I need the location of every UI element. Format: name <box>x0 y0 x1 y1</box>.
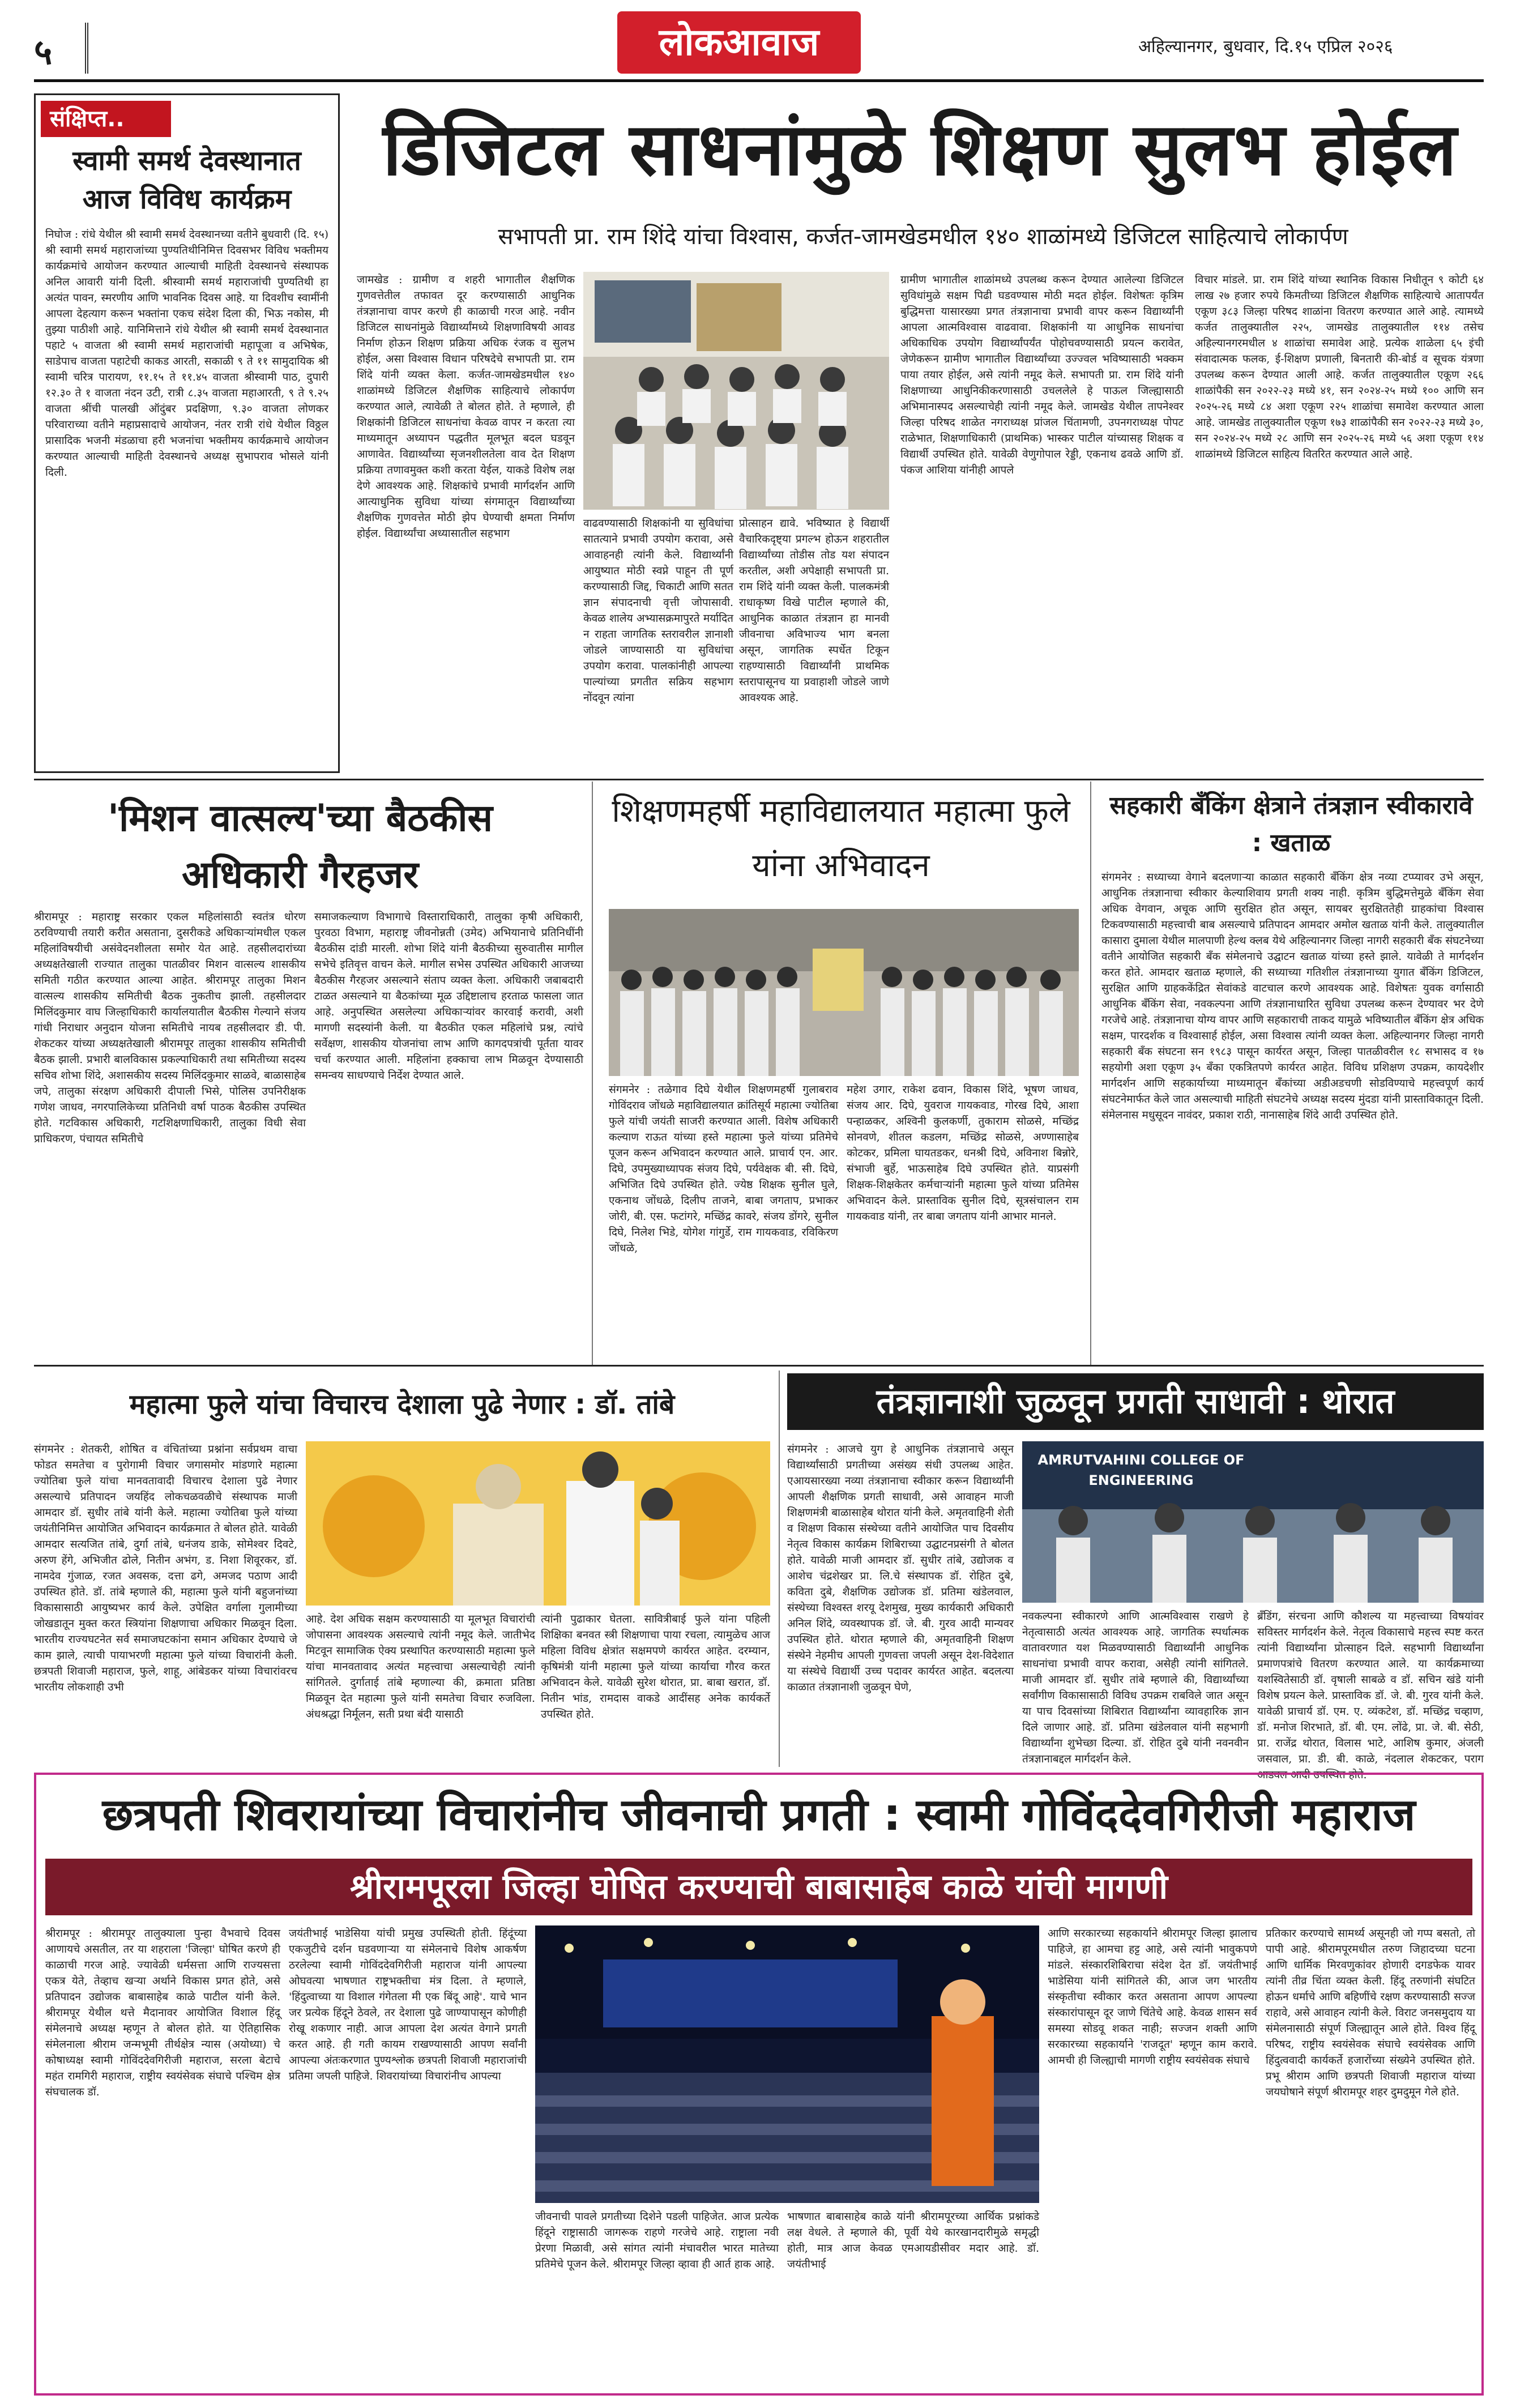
mission-column-2: समाजकल्याण विभागाचे विस्ताराधिकारी, तालुका कृषी अधिकारी, पुरवठा विभाग, महाराष्ट्र जीवनोन्नती (उमेद) अभियानाचे प्रतिनिधींनी बैठकीस दांडी मारली. शोभा शिंदे यांनी बैठकीच्या सुरुवातीस मागील सभेचे इतिवृत्त वाचन केले. मागील सभेस उपस्थित अधिकारी आजच्या बैठकीस गैरहजर असल्याने संताप व्यक्त केला. अधिकारी जबाबदारी टाळत असल्याने या बैठकांच्या मूळ उद्दिष्टालाच हरताळ फासला जात आहे. अनुपस्थित असलेल्या अधिकाऱ्यांवर कारवाई करावी, अशी मागणी सदस्यांनी केली. या बैठकीत एकल महिलांचे प्रश्न, त्यांचे सर्वेक्षण, शासकीय योजनांचा लाभ आणि कागदपत्रांची पूर्तता यावर चर्चा करण्यात आली. महिलांना हक्काचा लाभ मिळवून देण्यासाठी समन्वय साधण्याचे निर्देश देण्यात आले. <box>314 911 583 1082</box>
govind-column-4: भाषणात बाबासाहेब काळे यांनी श्रीरामपूरच्या आर्थिक प्रश्नांकडे लक्ष वेधले. ते म्हणाले की, पूर्वी येथे कारखानदारीमुळे समृद्धी होती, मात्र आज केवळ एमआयडीसीवर मदार आहे. डॉ. जयंतीभाई <box>787 2210 1039 2270</box>
column-divider <box>779 1370 780 1767</box>
masthead-rule <box>34 79 1484 82</box>
lead-column-3: प्रोत्साहन द्यावे. भविष्यात हे विद्यार्थी वैचारिकदृष्ट्या प्रगल्भ होऊन शहरातील विद्यार्थ्यांच्या तोडीस तोड यश संपादन करतील, अशी अपेक्षाही सभापती प्रा. राम शिंदे यांनी व्यक्त केली. पालकमंत्री राधाकृष्ण विखे पाटील म्हणाले की, आधुनिक काळात तंत्रज्ञान हा मानवी जीवनाचा अविभाज्य भाग बनला असून, जागतिक स्पर्धेत टिकून राहण्यासाठी विद्यार्थ्यांनी प्राथमिक स्तरापासूनच या प्रवाहाशी जोडले जाणे आवश्यक आहे. <box>739 517 889 704</box>
govind-headline: छत्रपती शिवरायांच्या विचारांनीच जीवनाची प्रगती : स्वामी गोविंददेवगिरीजी महाराज <box>102 1790 1416 1841</box>
govind-column-3: जीवनाची पावले प्रगतीच्या दिशेने पडली पाहिजेत. आज प्रत्येक हिंदूने राष्ट्रासाठी जागरूक राहणे गरजेचे आहे. राष्ट्राला नवी प्रेरणा मिळावी, असे सांगत त्यांनी मंचावरील भारत मातेच्या प्रतिमेचे पूजन केले. श्रीरामपूर जिल्हा व्हावा ही आर्त हाक आहे. <box>535 2210 779 2270</box>
phule-column-1: संगमनेर : शेतकरी, शोषित व वंचितांच्या प्रश्नांना सर्वप्रथम वाचा फोडत समतेचा व पुरोगामी विचार जगासमोर मांडणारे महात्मा ज्योतिबा फुले यांचा मानवतावादी विचारच देशाला पुढे नेणार असल्याचे प्रतिपादन जयहिंद लोकचळवळीचे संस्थापक माजी आमदार डॉ. सुधीर तांबे यांनी केले. महात्मा ज्योतिबा फुले यांच्या जयंतीनिमित्त आयोजित अभिवादन कार्यक्रमात ते बोलत होते. यावेळी आमदार सत्यजित तांबे, दुर्गा तांबे, धनंजय डाके, सोमेश्वर दिवटे, अरुण हेंगे, अभिजीत ढोले, नितीन अभंग, ड. निशा शिवूरकर, डॉ. नामदेव गुंजाळ, रजत अवसक, दत्ता ढगे, अमजद पठाण आदी उपस्थित होते. डॉ. तांबे म्हणाले की, महात्मा फुले यांनी बहुजनांच्या विकासासाठी आयुष्यभर कार्य केले. उपेक्षित वर्गाला गुलामीच्या जोखडातून मुक्त करत स्त्रियांना शिक्षणाचा अधिकार मिळवून दिला. भारतीय राज्यघटनेत सर्व समाजघटकांना समान अधिकार देण्याचे जे काम झाले, त्याची पायाभरणी महात्मा फुले यांच्या विचारांनी केली. छत्रपती शिवाजी महाराज, फुले, शाहू, आंबेडकर यांच्या विचारांवरच भारतीय लोकशाही उभी <box>34 1443 297 1693</box>
govind-column-2: जयंतीभाई भाडेसिया यांची प्रमुख उपस्थिती होती. हिंदूंच्या एकजुटीचे दर्शन घडवणाऱ्या या संमेलनाचे विशेष आकर्षण ठरलेल्या स्वामी गोविंददेवगिरीजी महाराज यांनी आपल्या ओघवत्या भाषणात राष्ट्रभक्तीचा मंत्र दिला. ते म्हणाले, 'हिंदुत्वाच्या या विशाल गंगेतला मी एक बिंदू आहे'. याचे भान जर प्रत्येक हिंदूने ठेवले, तर देशाला पुढे जाण्यापासून कोणीही रोखू शकणार नाही. आज आपला देश अत्यंत वेगाने प्रगती करत आहे. ही गती कायम राखण्यासाठी आपण सर्वांनी आपल्या अंतःकरणात पुण्यश्लोक छत्रपती शिवाजी महाराजांची प्रतिमा जपली पाहिजे. शिवरायांच्या विचारांनीच आपल्या <box>289 1927 527 2082</box>
section-rule-2 <box>34 1365 1484 1367</box>
lead-headline: डिजिटल साधनांमुळे शिक्षण सुलभ होईल <box>382 108 1458 192</box>
lead-photo-classroom <box>583 272 889 510</box>
govind-column-6: प्रतिकार करण्याचे सामर्थ्य असूनही जो गप्प बसतो, तो पापी आहे. श्रीरामपूरमधील तरुण जिहादच्या घटना आणि धार्मिक मिरवणुकांवर होणारी दगडफेक यावर त्यांनी तीव्र चिंता व्यक्त केली. हिंदू तरुणांनी संघटित होऊन धर्माचे आणि बहिणींचे रक्षण करण्यासाठी सज्ज राहावे, असे आवाहन त्यांनी केले. विराट जनसमुदाय या संमेलनासाठी संपूर्ण जिल्ह्यातून आले होते. विश्व हिंदू परिषद, राष्ट्रीय स्वयंसेवक संघाचे स्वयंसेवक आणि हिंदुत्ववादी कार्यकर्ते हजारोंच्या संख्येने उपस्थित होते. प्रभू श्रीराम आणि छत्रपती शिवाजी महाराज यांच्या जयघोषाने संपूर्ण श्रीरामपूर शहर दुमदुमून गेले होते. <box>1266 1927 1475 2098</box>
crowd-photo-graphic <box>535 1925 1039 2203</box>
newspaper-logo: लोकआवाज <box>617 11 861 74</box>
phule-photo-tribute <box>306 1441 770 1606</box>
phule-column-2: आहे. देश अधिक सक्षम करण्यासाठी या मूलभूत विचारांची जोपासना आवश्यक असल्याचे त्यांनी नमूद केले. जातीभेद मिटवून सामाजिक ऐक्य प्रस्थापित करण्यासाठी महात्मा फुले यांचा मानवतावाद अत्यंत महत्त्वाचा असल्याचेही त्यांनी सांगितले. दुर्गाताई तांबे म्हणाल्या की, क्रमाता प्रतिष्ठा मिळवून देत महात्मा फुले यांनी समतेचा विचार रुजविला. अंधश्रद्धा निर्मूलन, सती प्रथा बंदी यासाठी <box>306 1613 535 1720</box>
thorat-column-2: नवकल्पना स्वीकारणे आणि आत्मविश्वास राखणे हे नेतृत्वासाठी अत्यंत आवश्यक आहे. जागतिक स्पर्धात्मक वातावरणात यश मिळवण्यासाठी विद्यार्थ्यांनी आधुनिक साधनांचा प्रभावी वापर करावा, असेही त्यांनी सांगितले. माजी आमदार डॉ. सुधीर तांबे म्हणाले की, विद्यार्थ्यांच्या सर्वांगीण विकासासाठी विविध उपक्रम राबविले जात असून या पाच दिवसांच्या शिबिरात विद्यार्थ्यांना व्यावहारिक ज्ञान दिले जाणार आहे. डॉ. प्रतिमा खंडेलवाल यांनी सहभागी विद्यार्थ्यांना शुभेच्छा दिल्या. डॉ. रोहित दुबे यांनी नवनवीन तंत्रज्ञानाबद्दल मार्गदर्शन केले. <box>1022 1610 1249 1765</box>
lead-column-1: जामखेड : ग्रामीण व शहरी भागातील शैक्षणिक गुणवत्तेतील तफावत दूर करण्यासाठी आधुनिक तंत्रज्ञानाचा वापर करणे ही काळाची गरज आहे. नवीन डिजिटल साधनांमुळे विद्यार्थ्यांमध्ये शिक्षणाविषयी आवड निर्माण होऊन शिक्षण प्रक्रिया अधिक रंजक व सुलभ होईल, असा विश्वास विधान परिषदेचे सभापती प्रा. राम शिंदे यांनी व्यक्त केला. कर्जत-जामखेडमधील १४० शाळांमध्ये डिजिटल शैक्षणिक साहित्याचे लोकार्पण करण्यात आले, त्यावेळी ते बोलत होते. ते म्हणाले, ही शिक्षकांनी डिजिटल साधनांचा केवळ वापर न करता त्या माध्यमातून अध्यापन पद्धतीत मूलभूत बदल घडवून आणावेत. विद्यार्थ्यांच्या सृजनशीलतेला वाव देत शिक्षण प्रक्रिया तणावमुक्त कशी करता येईल, याकडे विशेष लक्ष देणे आवश्यक आहे. शिक्षकांचे प्रभावी मार्गदर्शन आणि आत्याधुनिक सुविधा यांच्या संगमातून विद्यार्थ्यांच्या शैक्षणिक गुणवत्तेत मोठी झेप घेण्याची क्षमता निर्माण होईल. विद्यार्थ्यांचा अध्यासातील सहभाग <box>357 274 575 540</box>
thorat-photo-sign: AMRUTVAHINI COLLEGE OF ENGINEERING <box>1037 1452 1245 1488</box>
phule-headline: महात्मा फुले यांचा विचारच देशाला पुढे नेणार : डॉ. तांबे <box>129 1389 675 1420</box>
column-divider <box>592 782 593 1365</box>
thorat-column-3: ब्रँडिंग, संरचना आणि कौशल्य या महत्त्वाच्या विषयांवर सविस्तर मार्गदर्शन केले. नेतृत्व विकासाचे महत्त्व स्पष्ट करत त्यांनी विद्यार्थ्यांना प्रोत्साहन दिले. सहभागी विद्यार्थ्यांना प्रमाणपत्रांचे वितरण करण्यात आले. या कार्यक्रमाच्या यशस्वितेसाठी डॉ. वृषाली साबळे व डॉ. सचिन खंडे यांनी विशेष प्रयत्न केले. प्रास्ताविक डॉ. जे. बी. गुरव यांनी केले. यावेळी प्राचार्य डॉ. एम. ए. व्यंकटेश, डॉ. मच्छिंद्र चव्हाण, डॉ. मनोज शिरभाते, डॉ. बी. एम. लोंढे, प्रा. जे. बी. सेठी, प्रा. राजेंद्र थोरात, विलास भाटे, आशिष कुमार, अंजली जसवाल, प्रा. डी. बी. काळे, नंदलाल शेकटकर, पराग आडवल आदी उपस्थित होते. <box>1257 1610 1484 1781</box>
thorat-column-1: संगमनेर : आजचे युग हे आधुनिक तंत्रज्ञानाचे असून विद्यार्थ्यांसाठी प्रगतीच्या असंख्य संधी उपलब्ध आहेत. एआयसारख्या नव्या तंत्रज्ञानाचा स्वीकार करून विद्यार्थ्यांनी आपली शैक्षणिक प्रगती साधावी, असे आवाहन माजी शिक्षणमंत्री बाळासाहेब थोरात यांनी केले. अमृतवाहिनी शेती व शिक्षण विकास संस्थेच्या वतीने आयोजित पाच दिवसीय नेतृत्व विकास कार्यक्रम शिबिराच्या उद्घाटनप्रसंगी ते बोलत होते. यावेळी माजी आमदार डॉ. सुधीर तांबे, उद्योजक व आशेच चंद्रशेखर प्रा. लि.चे संस्थापक डॉ. रोहित दुबे, कविता दुबे, शैक्षणिक उद्योजक डॉ. प्रतिमा खंडेलवाल, संस्थेच्या विश्वस्त शरयू देशमुख, मुख्य कार्यकारी अधिकारी अनिल शिंदे, व्यवस्थापक डॉ. जे. बी. गुरव आदी मान्यवर उपस्थित होते. थोरात म्हणाले की, अमृतवाहिनी शिक्षण संस्थेने नेहमीच आपली गुणवत्ता जपली असून देश-विदेशात या संस्थेचे विद्यार्थी उच्च पदावर कार्यरत आहेत. बदलत्या काळात तंत्रज्ञानाशी जुळवून घेणे, <box>787 1443 1014 1693</box>
group-photo-graphic <box>609 909 1079 1076</box>
lead-subhead: सभापती प्रा. राम शिंदे यांचा विश्वास, कर्जत-जामखेडमधील १४० शाळांमध्ये डिजिटल साहित्याचे लोकार्पण <box>498 224 1348 250</box>
lead-column-5: विचार मांडले. प्रा. राम शिंदे यांच्या स्थानिक विकास निधीतून ९ कोटी ६४ लाख २७ हजार रुपये किमतीच्या डिजिटल शैक्षणिक साहित्याचे आतापर्यंत एकूण ३८३ जिल्हा परिषद शाळांना वितरण करण्यात आले आहे. त्यामध्ये कर्जत तालुक्यातील २२५, जामखेड तालुक्यातील ११४ तसेच अहिल्यानगरमधील ४ शाळांचा समावेश आहे. प्रत्येक शाळेला ६५ इंची संवादात्मक फलक, ई-शिक्षण प्रणाली, बिनतारी की-बोर्ड व सूचक यंत्रणा उपलब्ध करून देण्यात आली आहे. कर्जत तालुक्यातील एकूण २६६ शाळांपैकी सन २०२२-२३ मध्ये ४१, सन २०२४-२५ मध्ये १०० आणि सन २०२५-२६ मध्ये ८४ अशा एकूण २२५ शाळांचा समावेश करण्यात आला आहे. जामखेड तालुक्यातील एकूण १७३ शाळांपैकी सन २०२२-२३ मध्ये ३०, सन २०२४-२५ मध्ये २८ आणि सन २०२५-२६ मध्ये ५६ अशा एकूण ११४ शाळांमध्ये डिजिटल साहित्य वितरित करण्यात आले आहे. <box>1195 274 1484 460</box>
mission-column-1: श्रीरामपूर : महाराष्ट्र सरकार एकल महिलांसाठी स्वतंत्र धोरण ठरविण्याची तयारी करीत असताना, दुसरीकडे अधिकाऱ्यांमधील एकल महिलांविषयीची असंवेदनशीलता समोर येत आहे. तहसीलदारांच्या अध्यक्षतेखाली राज्यात तालुका पातळीवर मिशन वात्सल्य शासकीय समिती गठीत करण्यात आल्या आहेत. श्रीरामपूर तालुका मिशन वात्सल्य शासकीय समितीची बैठक नुकतीच झाली. तहसीलदार मिलिंदकुमार वाघ जिल्हाधिकारी कार्यालयातील बैठकीस गेल्याने संजय गांधी निराधार अनुदान योजना समितीचे नायब तहसीलदार डी. पी. शेकटकर यांच्या अध्यक्षतेखाली श्रीरामपूर तालुका शासकीय समितीची बैठक झाली. प्रभारी बालविकास प्रकल्पाधिकारी तथा समितीच्या सदस्य सचिव शोभा शिंदे, अशासकीय सदस्य मिलिंदकुमार साळवे, बाळासाहेब जपे, तालुका संरक्षण अधिकारी दीपाली भिसे, पोलिस उपनिरीक्षक गणेश जाधव, नगरपालिकेच्या प्रतिनिधी वर्षा पाठक बैठकीस उपस्थित होते. गटविकास अधिकारी, गटशिक्षणाधिकारी, तालुका विधी सेवा प्राधिकरण, पंचायत समितीचे <box>34 911 306 1145</box>
column-divider <box>1090 782 1091 1365</box>
section-rule-1 <box>34 779 1484 780</box>
brief-tag: संक्षिप्त.. <box>41 101 171 137</box>
lead-column-4: ग्रामीण भागातील शाळांमध्ये उपलब्ध करून देण्यात आलेल्या डिजिटल सुविधांमुळे सक्षम पिढी घडवण्यास मोठी मदत होईल. विशेषतः कृत्रिम बुद्धिमत्ता यासारख्या प्रगत तंत्रज्ञानाचा प्रभावी वापर करून विद्यार्थ्यांनी आपला आत्मविश्वास वाढवावा. शिक्षकांनी या आधुनिक साधनांचा अधिकाधिक उपयोग विद्यार्थ्यांपर्यंत पोहोचवण्यासाठी प्रयत्न करावेत, जेणेकरून ग्रामीण भागातील विद्यार्थ्यांच्या उज्ज्वल भविष्यासाठी भक्कम पाया तयार होईल, असे त्यांनी नमूद केले. सभापती प्रा. राम शिंदे यांनी शिक्षणाच्या आधुनिकीकरणासाठी उचललेले हे पाऊल जिल्ह्यासाठी अभिमानास्पद असल्याचेही त्यांनी नमूद केले. जामखेड येथील तापनेश्वर जिल्हा परिषद शाळेत नगराध्यक्ष प्रांजल चिंतामणी, उपनगराध्यक्ष पोपट राळेभात, शिक्षणाधिकारी (प्राथमिक) भास्कर पाटील यांच्यासह शिक्षक व विद्यार्थी उपस्थित होते. यावेळी वेणुगोपाल रेड्डी, एकनाथ ढवळे आणि डॉ. पंकज आशिया यांनीही आपले <box>900 274 1184 476</box>
brief-body: निघोज : रांधे येथील श्री स्वामी समर्थ देवस्थानच्या वतीने बुधवारी (दि. १५) श्री स्वामी समर्थ महाराजांच्या पुण्यतिथीनिमित्त दिवसभर विविध भक्तीमय कार्यक्रमांचे आयोजन करण्यात आल्याची माहिती देवस्थानचे संस्थापक अनिल आवारी यांनी दिली. श्रीस्वामी समर्थ महाराजांची पुण्यतिथी हा अत्यंत पावन, स्मरणीय आणि भावनिक दिवस आहे. या दिवशीच स्वामींनी आपला देहत्याग करून भक्तांना एकच संदेश दिला की, भिऊ नकोस, मी तुझ्या पाठीशी आहे. यानिमित्ताने रांधे येथील श्री स्वामी समर्थ देवस्थानात पहाटे ५ वाजता श्री स्वामी समर्थ महाराजांची महापूजा व अभिषेक, साडेपाच वाजता पहाटेची काकड आरती, सकाळी ९ ते ११ सामुदायिक श्री स्वामी चरित्र पारायण, ११.१५ ते ११.४५ वाजता श्रीस्वामी पाठ, दुपारी १२.३० ते १ वाजता नंदन उटी, रात्री ८.३५ वाजता महाआरती, ९ ते ९.२५ वाजता श्रींची पालखी ऑदुंबर प्रदक्षिणा, ९.३० वाजता लोणकर परिवाराच्या वतीने महाप्रसादाचे आयोजन, नंतर रात्री रांधे येथील विठ्ठल प्रासादिक भजनी मंडळाचा हरी भजनांचा भक्तीमय कार्यक्रमाचे आयोजन करण्यात आल्याची माहिती देवस्थानचे अध्यक्ष सुभापराव भोसले यांनी दिली. <box>45 228 328 479</box>
classroom-photo-graphic <box>583 272 889 510</box>
page-number: ५ <box>34 31 53 72</box>
mission-headline: 'मिशन वात्सल्य'च्या बैठकीस अधिकारी गैरहजर <box>107 796 493 896</box>
govind-photo-crowd <box>535 1925 1039 2203</box>
shikshan-column-2: महेश उगार, राकेश ढवान, विकास शिंदे, भूषण जाधव, संजय आर. दिघे, युवराज गायकवाड, गोरख दिघे, आशा पन्हाळकर, अश्विनी कुलकर्णी, तुकाराम सोळसे, मच्छिंद्र सोनवणे, शीतल कडलग, मच्छिंद्र सोळसे, अण्णासाहेब कोटकर, प्रमिला घायतडकर, धनश्री दिघे, अविनाश बिन्नोरे, संभाजी बुर्हे, भाऊसाहेब दिघे उपस्थित होते. याप्रसंगी शिक्षक-शिक्षकेतर कर्मचाऱ्यांनी महात्मा फुले यांच्या प्रतिमेस अभिवादन केले. प्रास्ताविक सुनील दिघे, सूत्रसंचालन राम गायकवाड यांनी, तर बाबा जगताप यांनी आभार मानले. <box>847 1083 1079 1223</box>
brief-headline: स्वामी समर्थ देवस्थानात आज विविध कार्यक्रम <box>72 145 301 215</box>
tribute-photo-graphic <box>306 1441 770 1606</box>
shikshan-headline: शिक्षणमहर्षी महाविद्यालयात महात्मा फुले यांना अभिवादन <box>612 793 1070 884</box>
sahakari-headline: सहकारी बँकिंग क्षेत्राने तंत्रज्ञान स्वीकारावे : खताळ <box>1109 791 1473 857</box>
phule-column-3: त्यांनी पुढाकार घेतला. सावित्रीबाई फुले यांना पहिली शिक्षिका बनवत स्त्री शिक्षणाचा पाया रचला, त्यामुळेच आज महिला विविध क्षेत्रांत सक्षमपणे कार्यरत आहेत. दरम्यान, कृषिमंत्री यांनी महात्मा फुले यांच्या कार्याचा गौरव करत अभिवादन केले. यावेळी सुरेश थोरात, प्रा. बाबा खरात, डॉ. नितीन भांड, रामदास वाकडे आदींसह अनेक कार्यकर्ते उपस्थित होते. <box>541 1613 770 1720</box>
dateline: अहिल्यानगर, बुधवार, दि.१५ एप्रिल २०२६ <box>1138 37 1393 57</box>
govind-column-1: श्रीरामपूर : श्रीरामपूर तालुक्याला पुन्हा वैभवाचे दिवस आणायचे असतील, तर या शहराला 'जिल्हा' घोषित करणे ही काळाची गरज आहे. ज्यावेळी धर्मसत्ता आणि राज्यसत्ता एकत्र येते, तेव्हाच खऱ्या अर्थाने विकास प्रगत होते, असे प्रतिपादन उद्योजक बाबासाहेब काळे पाटील यांनी केले. श्रीरामपूर येथील थत्ते मैदानावर आयोजित विशाल हिंदू संमेलनाचे अध्यक्ष म्हणून ते बोलत होते. या ऐतिहासिक संमेलनाला श्रीराम जन्मभूमी तीर्थक्षेत्र न्यास (अयोध्या) चे कोषाध्यक्ष स्वामी गोविंददेवगिरीजी महाराज, सरला बेटाचे महंत रामगिरी महाराज, राष्ट्रीय स्वयंसेवक संघाचे पश्चिम क्षेत्र संघचालक डॉ. <box>45 1927 280 2098</box>
thorat-headline: तंत्रज्ञानाशी जुळवून प्रगती साधावी : थोरात <box>876 1382 1395 1421</box>
govind-subhead: श्रीरामपूरला जिल्हा घोषित करण्याची बाबासाहेब काळे यांची मागणी <box>45 1859 1472 1915</box>
govind-column-5: आणि सरकारच्या सहकार्याने श्रीरामपूर जिल्हा झालाच पाहिजे, हा आमचा हट्ट आहे, असे त्यांनी भावुकपणे मांडले. संस्कारशिबिराचा संदेश देत डॉ. जयंतीभाई भाडेसिया यांनी सांगितले की, आज जग भारतीय संस्कृतीचा स्वीकार करत असताना आपण आपल्या संस्कारांपासून दूर जाणे चिंतेचे आहे. केवळ शासन सर्व समस्या सोडवू शकत नाही; सज्जन शक्ती आणि सरकारच्या सहकार्याने 'राजदूत' म्हणून काम करावे. आमची ही जिल्ह्याची मागणी राष्ट्रीय स्वयंसेवक संघाचे <box>1048 1927 1257 2067</box>
shikshan-column-1: संगमनेर : तळेगाव दिघे येथील शिक्षणमहर्षी गुलाबराव गोविंदराव जोंधळे महाविद्यालयात क्रांतिसूर्य महात्मा ज्योतिबा फुले यांची जयंती साजरी करण्यात आली. विशेष अधिकारी कल्याण राऊत यांच्या हस्ते महात्मा फुले यांच्या प्रतिमेचे पूजन करून अभिवादन करण्यात आले. प्राचार्य एन. आर. दिघे, उपमुख्याध्यापक संजय दिघे, पर्यवेक्षक बी. सी. दिघे, अभिजित दिघे उपस्थित होते. ज्येष्ठ शिक्षक सुनील घुले, एकनाथ जोंधळे, दिलीप ताजने, बाबा जगताप, प्रभाकर जोरी, बी. एस. फटांगरे, मच्छिंद्र कावरे, संजय डोंगरे, सुनील दिघे, निलेश भिडे, योगेश गांगुर्डे, राम गायकवाड, रविकिरण जोंधळे, <box>609 1083 838 1254</box>
lead-column-2: वाढवण्यासाठी शिक्षकांनी या सुविधांचा सातत्याने प्रभावी उपयोग करावा, असे आवाहनही त्यांनी केले. विद्यार्थ्यांनी आयुष्यात मोठी स्वप्ने पाहून ती पूर्ण करण्यासाठी जिद्द, चिकाटी आणि सतत ज्ञान संपादनाची वृत्ती जोपासावी. केवळ शालेय अभ्यासक्रमापुरते मर्यादित न राहता जागतिक स्तरावरील ज्ञानाशी जोडले जाण्यासाठी या सुविधांचा उपयोग करावा. पालकांनीही आपल्या पाल्यांच्या प्रगतीत सक्रिय सहभाग नोंदवून त्यांना <box>583 517 733 704</box>
shikshan-photo-group <box>609 909 1079 1076</box>
page-number-divider <box>85 23 88 74</box>
sahakari-body: संगमनेर : सध्याच्या वेगाने बदलणाऱ्या काळात सहकारी बँकिंग क्षेत्र नव्या टप्प्यावर उभे असून, आधुनिक तंत्रज्ञानाचा स्वीकार केल्याशिवाय प्रगती शक्य नाही. कृत्रिम बुद्धिमत्तेमुळे बँकिंग सेवा अधिक वेगवान, अचूक आणि सुरक्षित होत असून, सायबर सुरक्षिततेही ग्राहकांचा विश्वास टिकवण्यासाठी महत्त्वाची बाब असल्याचे प्रतिपादन आमदार अमोल खताळ यांनी केले. तालुक्यातील कासारा दुमाला येथील मालपाणी हेल्थ क्लब येथे अहिल्यानगर जिल्हा नागरी सहकारी बँक संघटनेच्या वतीने आयोजित सहकारी बँक संमेलनाचे उद्घाटन खताळ यांच्या हस्ते झाले. यावेळी ते मार्गदर्शन करत होते. आमदार खताळ म्हणाले, की सध्याच्या गतिशील तंत्रज्ञानाच्या युगात बँकिंग डिजिटल, सुरक्षित आणि ग्राहककेंद्रित सेवांकडे वाटचाल करणे आवश्यक आहे. विशेषतः युवक वर्गासाठी आधुनिक बँकिंग सेवा, नवकल्पना आणि तंत्रज्ञानाधारित सुविधा उपलब्ध करून देण्यावर भर देणे गरजेचे आहे. तंत्रज्ञानाचा योग्य वापर आणि सहकाराची ताकद यामुळे भविष्यातील बँकिंग क्षेत्र अधिक सक्षम, पारदर्शक व विश्वासार्ह होईल, असा विश्वास त्यांनी व्यक्त केला. अहिल्यानगर जिल्हा नागरी सहकारी बँक संघटना सन १९८३ पासून कार्यरत असून, जिल्हा पातळीवरील १८ सभासद व १७ सहयोगी अशा एकूण ३५ बँका एकत्रितपणे कार्यरत आहेत. विविध प्रशिक्षण उपक्रम, कायदेशीर मार्गदर्शन आणि सहकार्याच्या माध्यमातून बँकांच्या अडीअडचणी सोडविण्याचे महत्त्वपूर्ण कार्य संघटनेमार्फत केले जात असल्याची माहिती संघटनेचे अध्यक्ष सदस्य मुंदडा यांनी प्रास्ताविकातून दिली. संमेलनास मधुसूदन नावंदर, प्रकाश राठी, नानासाहेब शिंदे आदी उपस्थित होते. <box>1101 871 1484 1121</box>
